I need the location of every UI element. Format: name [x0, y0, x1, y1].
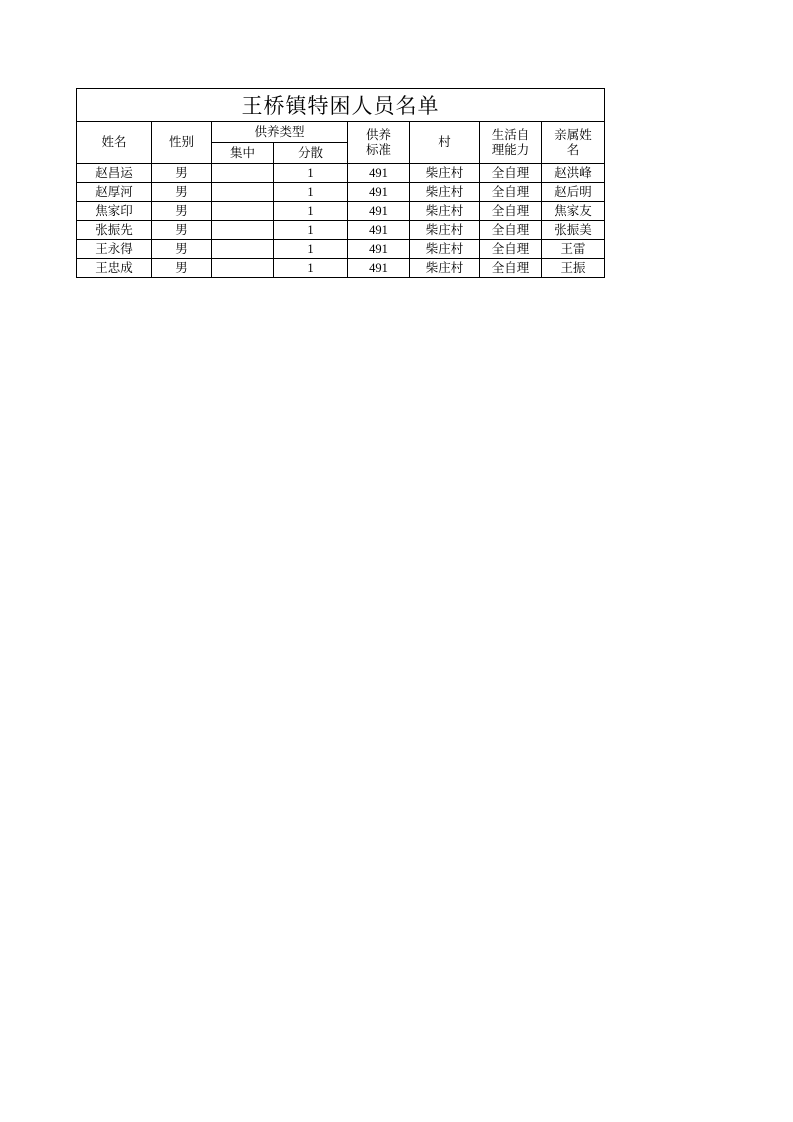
- cell-disperse: 1: [274, 183, 348, 202]
- cell-village: 柴庄村: [410, 202, 480, 221]
- cell-disperse: 1: [274, 164, 348, 183]
- table-title-row: [77, 89, 605, 122]
- header-support-type-disperse: 分散: [274, 143, 348, 164]
- table-header-row-1: [77, 122, 605, 143]
- cell-disperse: 1: [274, 221, 348, 240]
- cell-self-care: 全自理: [480, 259, 542, 278]
- cell-center: [212, 164, 274, 183]
- cell-center: [212, 202, 274, 221]
- cell-self-care: 全自理: [480, 202, 542, 221]
- cell-self-care: 全自理: [480, 240, 542, 259]
- table-row: [77, 221, 605, 240]
- cell-name: 赵昌运: [77, 164, 152, 183]
- special-hardship-personnel-table: [76, 88, 605, 278]
- cell-gender: 男: [152, 202, 212, 221]
- cell-standard: 491: [348, 164, 410, 183]
- table-row: [77, 183, 605, 202]
- header-name: 姓名: [77, 122, 152, 164]
- cell-disperse: 1: [274, 240, 348, 259]
- cell-village: 柴庄村: [410, 259, 480, 278]
- header-support-standard-line2: 标准: [365, 142, 391, 157]
- header-support-standard-line1: 供养: [365, 127, 391, 142]
- header-gender: 性别: [152, 122, 212, 164]
- cell-relative: 王振: [542, 259, 605, 278]
- cell-relative: 赵洪峰: [542, 164, 605, 183]
- cell-standard: 491: [348, 202, 410, 221]
- table-row: [77, 240, 605, 259]
- cell-name: 焦家印: [77, 202, 152, 221]
- cell-center: [212, 259, 274, 278]
- cell-disperse: 1: [274, 202, 348, 221]
- cell-village: 柴庄村: [410, 164, 480, 183]
- cell-standard: 491: [348, 240, 410, 259]
- cell-relative: 焦家友: [542, 202, 605, 221]
- cell-center: [212, 183, 274, 202]
- cell-self-care: 全自理: [480, 183, 542, 202]
- document-title: 王桥镇特困人员名单: [77, 89, 605, 122]
- header-self-care-line2: 理能力: [491, 142, 530, 157]
- cell-gender: 男: [152, 183, 212, 202]
- cell-standard: 491: [348, 221, 410, 240]
- cell-village: 柴庄村: [410, 221, 480, 240]
- header-support-type-center: 集中: [212, 143, 274, 164]
- cell-village: 柴庄村: [410, 183, 480, 202]
- cell-center: [212, 240, 274, 259]
- table-row: [77, 259, 605, 278]
- cell-name: 张振先: [77, 221, 152, 240]
- cell-center: [212, 221, 274, 240]
- cell-gender: 男: [152, 259, 212, 278]
- cell-self-care: 全自理: [480, 164, 542, 183]
- cell-name: 王忠成: [77, 259, 152, 278]
- header-relative-name: [542, 122, 605, 164]
- header-support-standard: [348, 122, 410, 164]
- cell-self-care: 全自理: [480, 221, 542, 240]
- cell-village: 柴庄村: [410, 240, 480, 259]
- header-relative-line2: 名: [566, 142, 580, 157]
- header-self-care-ability: [480, 122, 542, 164]
- cell-standard: 491: [348, 259, 410, 278]
- cell-relative: 王雷: [542, 240, 605, 259]
- header-relative-line1: 亲属姓: [554, 127, 592, 142]
- cell-standard: 491: [348, 183, 410, 202]
- cell-gender: 男: [152, 164, 212, 183]
- table-row: [77, 202, 605, 221]
- table-row: [77, 164, 605, 183]
- cell-relative: 赵后明: [542, 183, 605, 202]
- cell-name: 赵厚河: [77, 183, 152, 202]
- cell-name: 王永得: [77, 240, 152, 259]
- header-support-type-group: 供养类型: [212, 122, 348, 143]
- cell-gender: 男: [152, 240, 212, 259]
- cell-relative: 张振美: [542, 221, 605, 240]
- cell-disperse: 1: [274, 259, 348, 278]
- cell-gender: 男: [152, 221, 212, 240]
- header-village: 村: [410, 122, 480, 164]
- header-self-care-line1: 生活自: [491, 127, 530, 142]
